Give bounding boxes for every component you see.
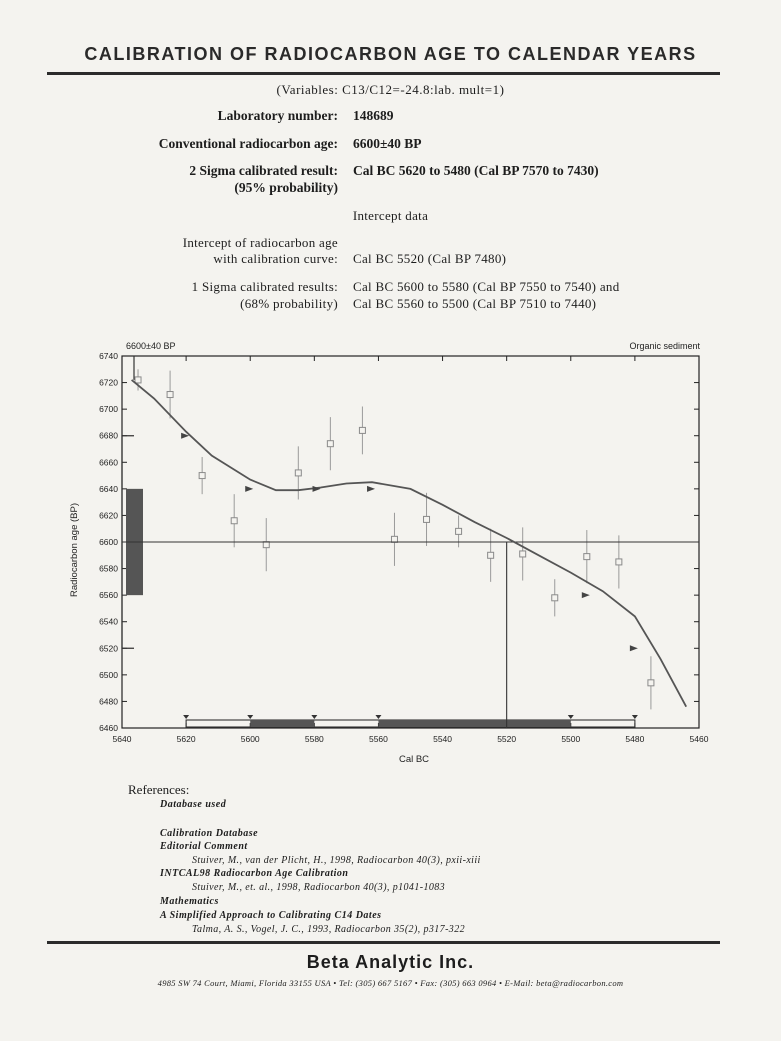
intercept-label-2: with calibration curve: <box>213 251 338 266</box>
cal-range-marker <box>183 715 189 719</box>
y-tick-label: 6540 <box>99 616 118 627</box>
curve-arrow <box>582 592 590 598</box>
data-point <box>199 473 205 479</box>
curve-arrow <box>630 645 638 651</box>
ref-database-used: Database used <box>160 799 227 810</box>
company-name: Beta Analytic Inc. <box>306 952 475 972</box>
sigma1-label: 1 Sigma calibrated results: <box>191 279 338 294</box>
x-tick-label: 5460 <box>689 734 709 744</box>
footer-divider <box>47 941 720 944</box>
y-tick-label: 6640 <box>99 483 118 494</box>
x-tick-label: 5480 <box>625 734 645 744</box>
y-tick-label: 6460 <box>99 723 118 733</box>
data-point <box>391 536 397 542</box>
ref-calibration-database: Calibration Database <box>160 828 259 839</box>
y-tick-label: 6680 <box>99 430 118 441</box>
x-tick-label: 5560 <box>368 734 388 744</box>
x-tick-label: 5640 <box>112 734 132 744</box>
x-tick-label: 5500 <box>561 734 581 744</box>
y-tick-label: 6620 <box>99 510 118 521</box>
sigma1-value-2: Cal BC 5560 to 5500 (Cal BP 7510 to 7440) <box>353 296 597 311</box>
cal-range-marker <box>375 715 381 719</box>
x-tick-label: 5540 <box>433 734 453 744</box>
chart-top-right-label: Organic sediment <box>629 341 700 351</box>
calibration-curve-line <box>132 380 687 707</box>
y-tick-label: 6580 <box>99 563 118 574</box>
calibration-chart <box>0 330 781 775</box>
y-tick-label: 6520 <box>99 643 118 654</box>
data-point <box>327 441 333 447</box>
ref-mathematics: Mathematics <box>160 896 219 907</box>
intercept-heading: Intercept data <box>352 208 429 223</box>
y-tick-label: 6560 <box>99 590 118 601</box>
x-tick-label: 5620 <box>176 734 196 744</box>
sigma1-probability: (68% probability) <box>240 296 338 311</box>
chart-top-left-label: 6600±40 BP <box>126 341 176 351</box>
ref-editorial-comment: Editorial Comment <box>160 841 248 852</box>
radiocarbon-age-distribution <box>122 356 143 648</box>
references-heading: References: <box>128 782 190 797</box>
company-address: 4985 SW 74 Court, Miami, Florida 33155 USA • Tel: (305) 667 5167 • Fax: (305) 663 0964 • E-Mail: beta@radiocarbon.com <box>157 978 624 988</box>
sigma1-value-1: Cal BC 5600 to 5580 (Cal BP 7550 to 7540) and <box>353 279 620 294</box>
y-tick-label: 6660 <box>99 457 118 468</box>
conventional-age-value: 6600±40 BP <box>353 136 422 151</box>
data-points <box>135 369 654 709</box>
ref-editorial-citation: Stuiver, M., van der Plicht, H., 1998, Radiocarbon 40(3), pxii-xiii <box>192 855 481 866</box>
conventional-age-label: Conventional radiocarbon age: <box>158 136 338 151</box>
curve-arrow <box>245 486 253 492</box>
ref-intcal98-citation: Stuiver, M., et. al., 1998, Radiocarbon 40(3), p1041-1083 <box>192 882 446 893</box>
ref-intcal98: INTCAL98 Radiocarbon Age Calibration <box>160 868 349 879</box>
data-point <box>135 377 141 383</box>
cal-1sigma-bar <box>378 720 570 727</box>
x-axis-label: Cal BC <box>398 754 430 765</box>
calibration-curve <box>132 380 687 707</box>
page-title: CALIBRATION OF RADIOCARBON AGE TO CALENDAR YEARS <box>84 44 697 64</box>
curve-arrow <box>367 486 375 492</box>
cal-range-marker <box>311 715 317 719</box>
y-tick-label: 6480 <box>99 696 118 707</box>
calibrated-range-bar <box>183 715 638 727</box>
data-point <box>359 427 365 433</box>
data-point <box>424 516 430 522</box>
intercept-value: Cal BC 5520 (Cal BP 7480) <box>353 251 507 266</box>
data-point <box>648 680 654 686</box>
y-tick-label: 6720 <box>99 377 118 388</box>
data-point <box>616 559 622 565</box>
data-point <box>263 542 269 548</box>
data-point <box>456 528 462 534</box>
sigma2-value: Cal BC 5620 to 5480 (Cal BP 7570 to 7430) <box>353 163 599 178</box>
header-divider <box>47 72 720 75</box>
intercept-lines <box>122 542 699 728</box>
data-point <box>231 518 237 524</box>
data-point <box>584 554 590 560</box>
variables-line: (Variables: C13/C12=-24.8:lab. mult=1) <box>276 82 505 97</box>
ref-approach-citation: Talma, A. S., Vogel, J. C., 1993, Radiocarbon 35(2), p317-322 <box>192 924 466 935</box>
curve-arrow <box>313 486 321 492</box>
cal-range-marker <box>247 715 253 719</box>
y-tick-label: 6700 <box>99 404 118 415</box>
cal-1sigma-bar <box>250 720 314 727</box>
data-point <box>520 551 526 557</box>
ref-simplified-approach: A Simplified Approach to Calibrating C14 Dates <box>160 910 382 921</box>
data-point <box>167 392 173 398</box>
x-tick-label: 5580 <box>304 734 324 744</box>
x-tick-label: 5520 <box>497 734 517 744</box>
y-tick-label: 6740 <box>99 351 118 361</box>
lab-number-value: 148689 <box>353 108 394 123</box>
sigma2-probability: (95% probability) <box>234 180 338 195</box>
cal-range-marker <box>632 715 638 719</box>
y-tick-label: 6500 <box>99 669 118 680</box>
data-point <box>552 595 558 601</box>
sigma2-label: 2 Sigma calibrated result: <box>189 163 338 178</box>
data-point <box>488 552 494 558</box>
y-axis-label: Radiocarbon age (BP) <box>69 503 80 597</box>
data-point <box>295 470 301 476</box>
lab-number-label: Laboratory number: <box>217 108 338 123</box>
x-tick-label: 5600 <box>240 734 260 744</box>
cal-range-marker <box>568 715 574 719</box>
intercept-label-1: Intercept of radiocarbon age <box>182 235 338 250</box>
y-tick-label: 6600 <box>99 537 118 547</box>
